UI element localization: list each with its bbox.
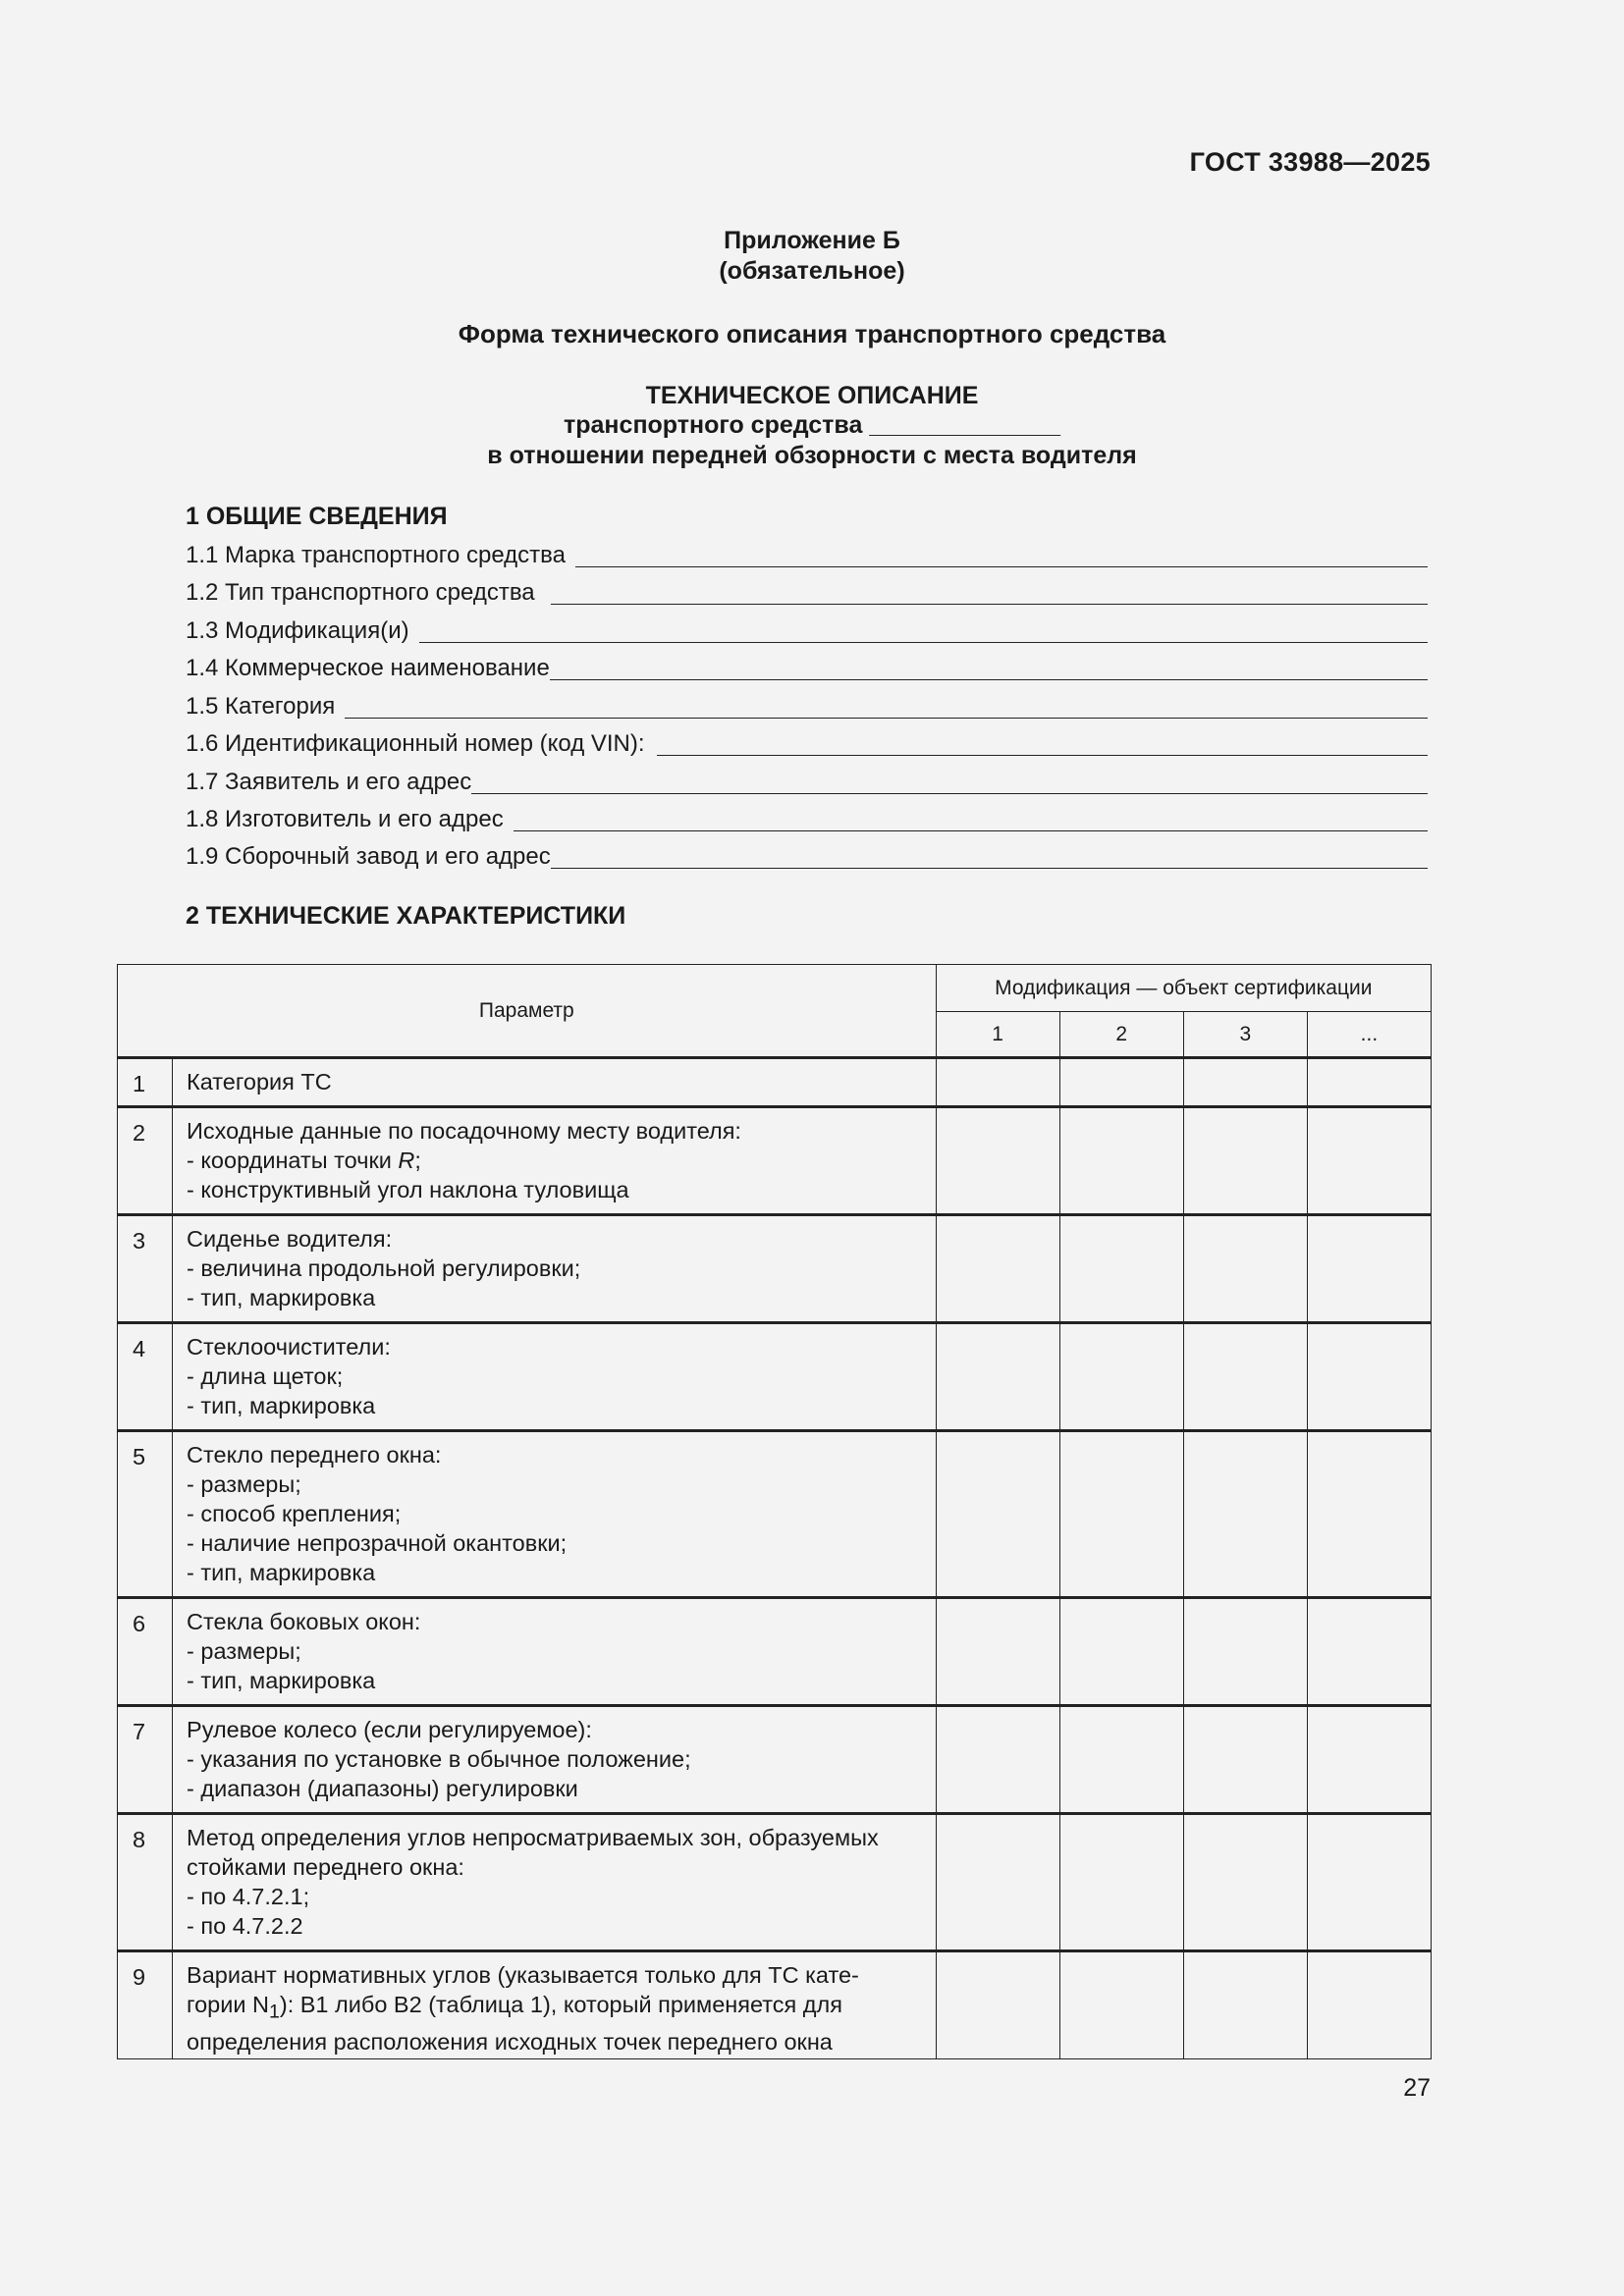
param-line: - размеры; [187,1638,301,1664]
param-line: - величина продольной регулировки; [187,1255,581,1281]
input-cell[interactable] [1059,1814,1183,1951]
doc-subtitle-vehicle: транспортного средства ______________ [564,411,1060,439]
param-line: Стекло переднего окна: [187,1442,442,1468]
input-cell[interactable] [1059,1431,1183,1598]
input-cell[interactable] [936,1107,1059,1215]
row-parameter [173,1814,937,1951]
param-line: - способ крепления; [187,1501,402,1526]
row-number: 7 [118,1706,173,1814]
param-line: Метод определения углов непросматриваемых зон, образуемых [187,1825,879,1850]
field-make[interactable] [186,536,1428,569]
input-cell[interactable] [1059,1951,1183,2059]
field-label: 1.3 Модификация(и) [186,617,409,644]
param-line: - наличие непрозрачной окантовки; [187,1530,568,1556]
table-row [118,1706,1432,1814]
field-label: 1.7 Заявитель и его адрес [186,769,472,795]
input-cell[interactable] [1307,1431,1431,1598]
table-row [118,1215,1432,1323]
param-line [187,1146,922,1175]
fill-line [551,867,1428,869]
input-cell[interactable] [1307,1323,1431,1431]
row-number: 5 [118,1431,173,1598]
row-parameter [173,1951,937,2059]
row-number: 4 [118,1323,173,1431]
appendix-title: Приложение Б [724,227,900,254]
input-cell[interactable] [1059,1107,1183,1215]
fill-line [575,565,1428,567]
field-commercial-name[interactable] [186,649,1428,682]
input-cell[interactable] [1183,1323,1307,1431]
input-cell[interactable] [1183,1598,1307,1706]
input-cell[interactable] [936,1951,1059,2059]
row-parameter [173,1215,937,1323]
input-cell[interactable] [936,1215,1059,1323]
param-line: Исходные данные по посадочному месту водителя: [187,1118,741,1144]
param-line: - тип, маркировка [187,1285,376,1310]
input-cell[interactable] [936,1814,1059,1951]
param-line: Рулевое колесо (если регулируемое): [187,1717,592,1742]
input-cell[interactable] [1059,1058,1183,1107]
param-line: - диапазон (диапазоны) регулировки [187,1776,578,1801]
param-line: - тип, маркировка [187,1560,376,1585]
row-parameter [173,1058,937,1107]
param-text: ): В1 либо В2 (таблица 1), который применяется для [279,1992,842,2017]
field-label: 1.2 Тип транспортного средства [186,579,535,606]
param-line: Вариант нормативных углов (указывается только для ТС кате- [187,1962,859,1988]
input-cell[interactable] [936,1598,1059,1706]
section2-heading: 2 ТЕХНИЧЕСКИЕ ХАРАКТЕРИСТИКИ [186,902,626,930]
input-cell[interactable] [936,1431,1059,1598]
input-cell[interactable] [1183,1706,1307,1814]
input-cell[interactable] [1183,1951,1307,2059]
mod-col-2: 2 [1059,1012,1183,1058]
field-label: 1.9 Сборочный завод и его адрес [186,843,551,870]
param-punct: ; [414,1148,421,1173]
field-label: 1.6 Идентификационный номер (код VIN): [186,730,645,757]
input-cell[interactable] [1307,1107,1431,1215]
field-label: 1.4 Коммерческое наименование [186,655,550,681]
field-applicant[interactable] [186,763,1428,796]
field-label: 1.8 Изготовитель и его адрес [186,806,504,832]
input-cell[interactable] [1183,1431,1307,1598]
field-label: 1.1 Марка транспортного средства [186,542,566,568]
specs-table [117,964,1432,2059]
page-number: 27 [1403,2074,1431,2102]
field-manufacturer[interactable] [186,800,1428,833]
fill-line [550,678,1428,680]
row-parameter [173,1431,937,1598]
fill-line [551,603,1428,605]
input-cell[interactable] [1307,1706,1431,1814]
input-cell[interactable] [1059,1706,1183,1814]
row-parameter [173,1598,937,1706]
row-number: 3 [118,1215,173,1323]
field-category[interactable] [186,687,1428,721]
mod-col-more: ... [1307,1012,1431,1058]
form-title: Форма технического описания транспортного средства [458,319,1166,348]
input-cell[interactable] [1307,1215,1431,1323]
fill-line [345,717,1428,719]
param-line: - указания по установке в обычное положение; [187,1746,691,1772]
param-line [187,1990,922,2027]
param-line: - тип, маркировка [187,1393,376,1418]
param-line: - длина щеток; [187,1363,344,1389]
section1-heading: 1 ОБЩИЕ СВЕДЕНИЯ [186,503,448,530]
table-header-row [118,965,1432,1012]
input-cell[interactable] [936,1706,1059,1814]
input-cell[interactable] [1307,1058,1431,1107]
point-symbol: R [398,1148,415,1173]
param-line: определения расположения исходных точек переднего окна [187,2028,833,2055]
param-line: - конструктивный угол наклона туловища [187,1177,629,1202]
input-cell[interactable] [936,1058,1059,1107]
doc-title: ТЕХНИЧЕСКОЕ ОПИСАНИЕ [645,382,979,409]
param-line: Сиденье водителя: [187,1226,393,1252]
input-cell[interactable] [1307,1598,1431,1706]
param-line: - по 4.7.2.1; [187,1884,310,1909]
row-number: 1 [118,1058,173,1107]
standard-number: ГОСТ 33988—2025 [1189,147,1431,177]
table-row [118,1814,1432,1951]
input-cell[interactable] [1183,1814,1307,1951]
category-subscript: 1 [268,2001,280,2023]
row-parameter [173,1107,937,1215]
field-label: 1.5 Категория [186,693,336,720]
input-cell[interactable] [936,1323,1059,1431]
table-row [118,1598,1432,1706]
table-row [118,1107,1432,1215]
input-cell[interactable] [1183,1215,1307,1323]
mod-col-1: 1 [936,1012,1059,1058]
doc-subtitle-visibility: в отношении передней обзорности с места водителя [487,442,1137,469]
input-cell[interactable] [1307,1814,1431,1951]
table-row [118,1431,1432,1598]
field-assembly-plant[interactable] [186,837,1428,871]
param-header: Параметр [118,965,937,1058]
row-parameter [173,1323,937,1431]
param-line: стойками переднего окна: [187,1854,464,1880]
row-number: 2 [118,1107,173,1215]
table-row [118,1058,1432,1107]
field-type[interactable] [186,573,1428,607]
table-row [118,1323,1432,1431]
param-text: гории N [187,1992,269,2017]
input-cell[interactable] [1059,1598,1183,1706]
field-modification[interactable] [186,612,1428,645]
fill-line [419,641,1428,643]
param-line: Стеклоочистители: [187,1334,391,1360]
mod-col-3: 3 [1183,1012,1307,1058]
fill-line [471,792,1428,794]
input-cell[interactable] [1059,1215,1183,1323]
row-number: 6 [118,1598,173,1706]
fill-line [514,829,1428,831]
row-number: 9 [118,1951,173,2059]
param-line: - тип, маркировка [187,1668,376,1693]
row-number: 8 [118,1814,173,1951]
param-line: - размеры; [187,1471,301,1497]
param-line: Стекла боковых окон: [187,1609,421,1634]
modification-header: Модификация — объект сертификации [936,965,1431,1012]
input-cell[interactable] [1307,1951,1431,2059]
field-vin[interactable] [186,724,1428,758]
appendix-status: (обязательное) [719,257,905,285]
row-parameter [173,1706,937,1814]
param-line: - по 4.7.2.2 [187,1913,303,1939]
input-cell[interactable] [1183,1107,1307,1215]
input-cell[interactable] [1059,1323,1183,1431]
input-cell[interactable] [1183,1058,1307,1107]
param-line: Категория ТС [187,1069,332,1095]
table-row [118,1951,1432,2059]
param-text: - координаты точки [187,1148,399,1173]
fill-line [657,754,1428,756]
